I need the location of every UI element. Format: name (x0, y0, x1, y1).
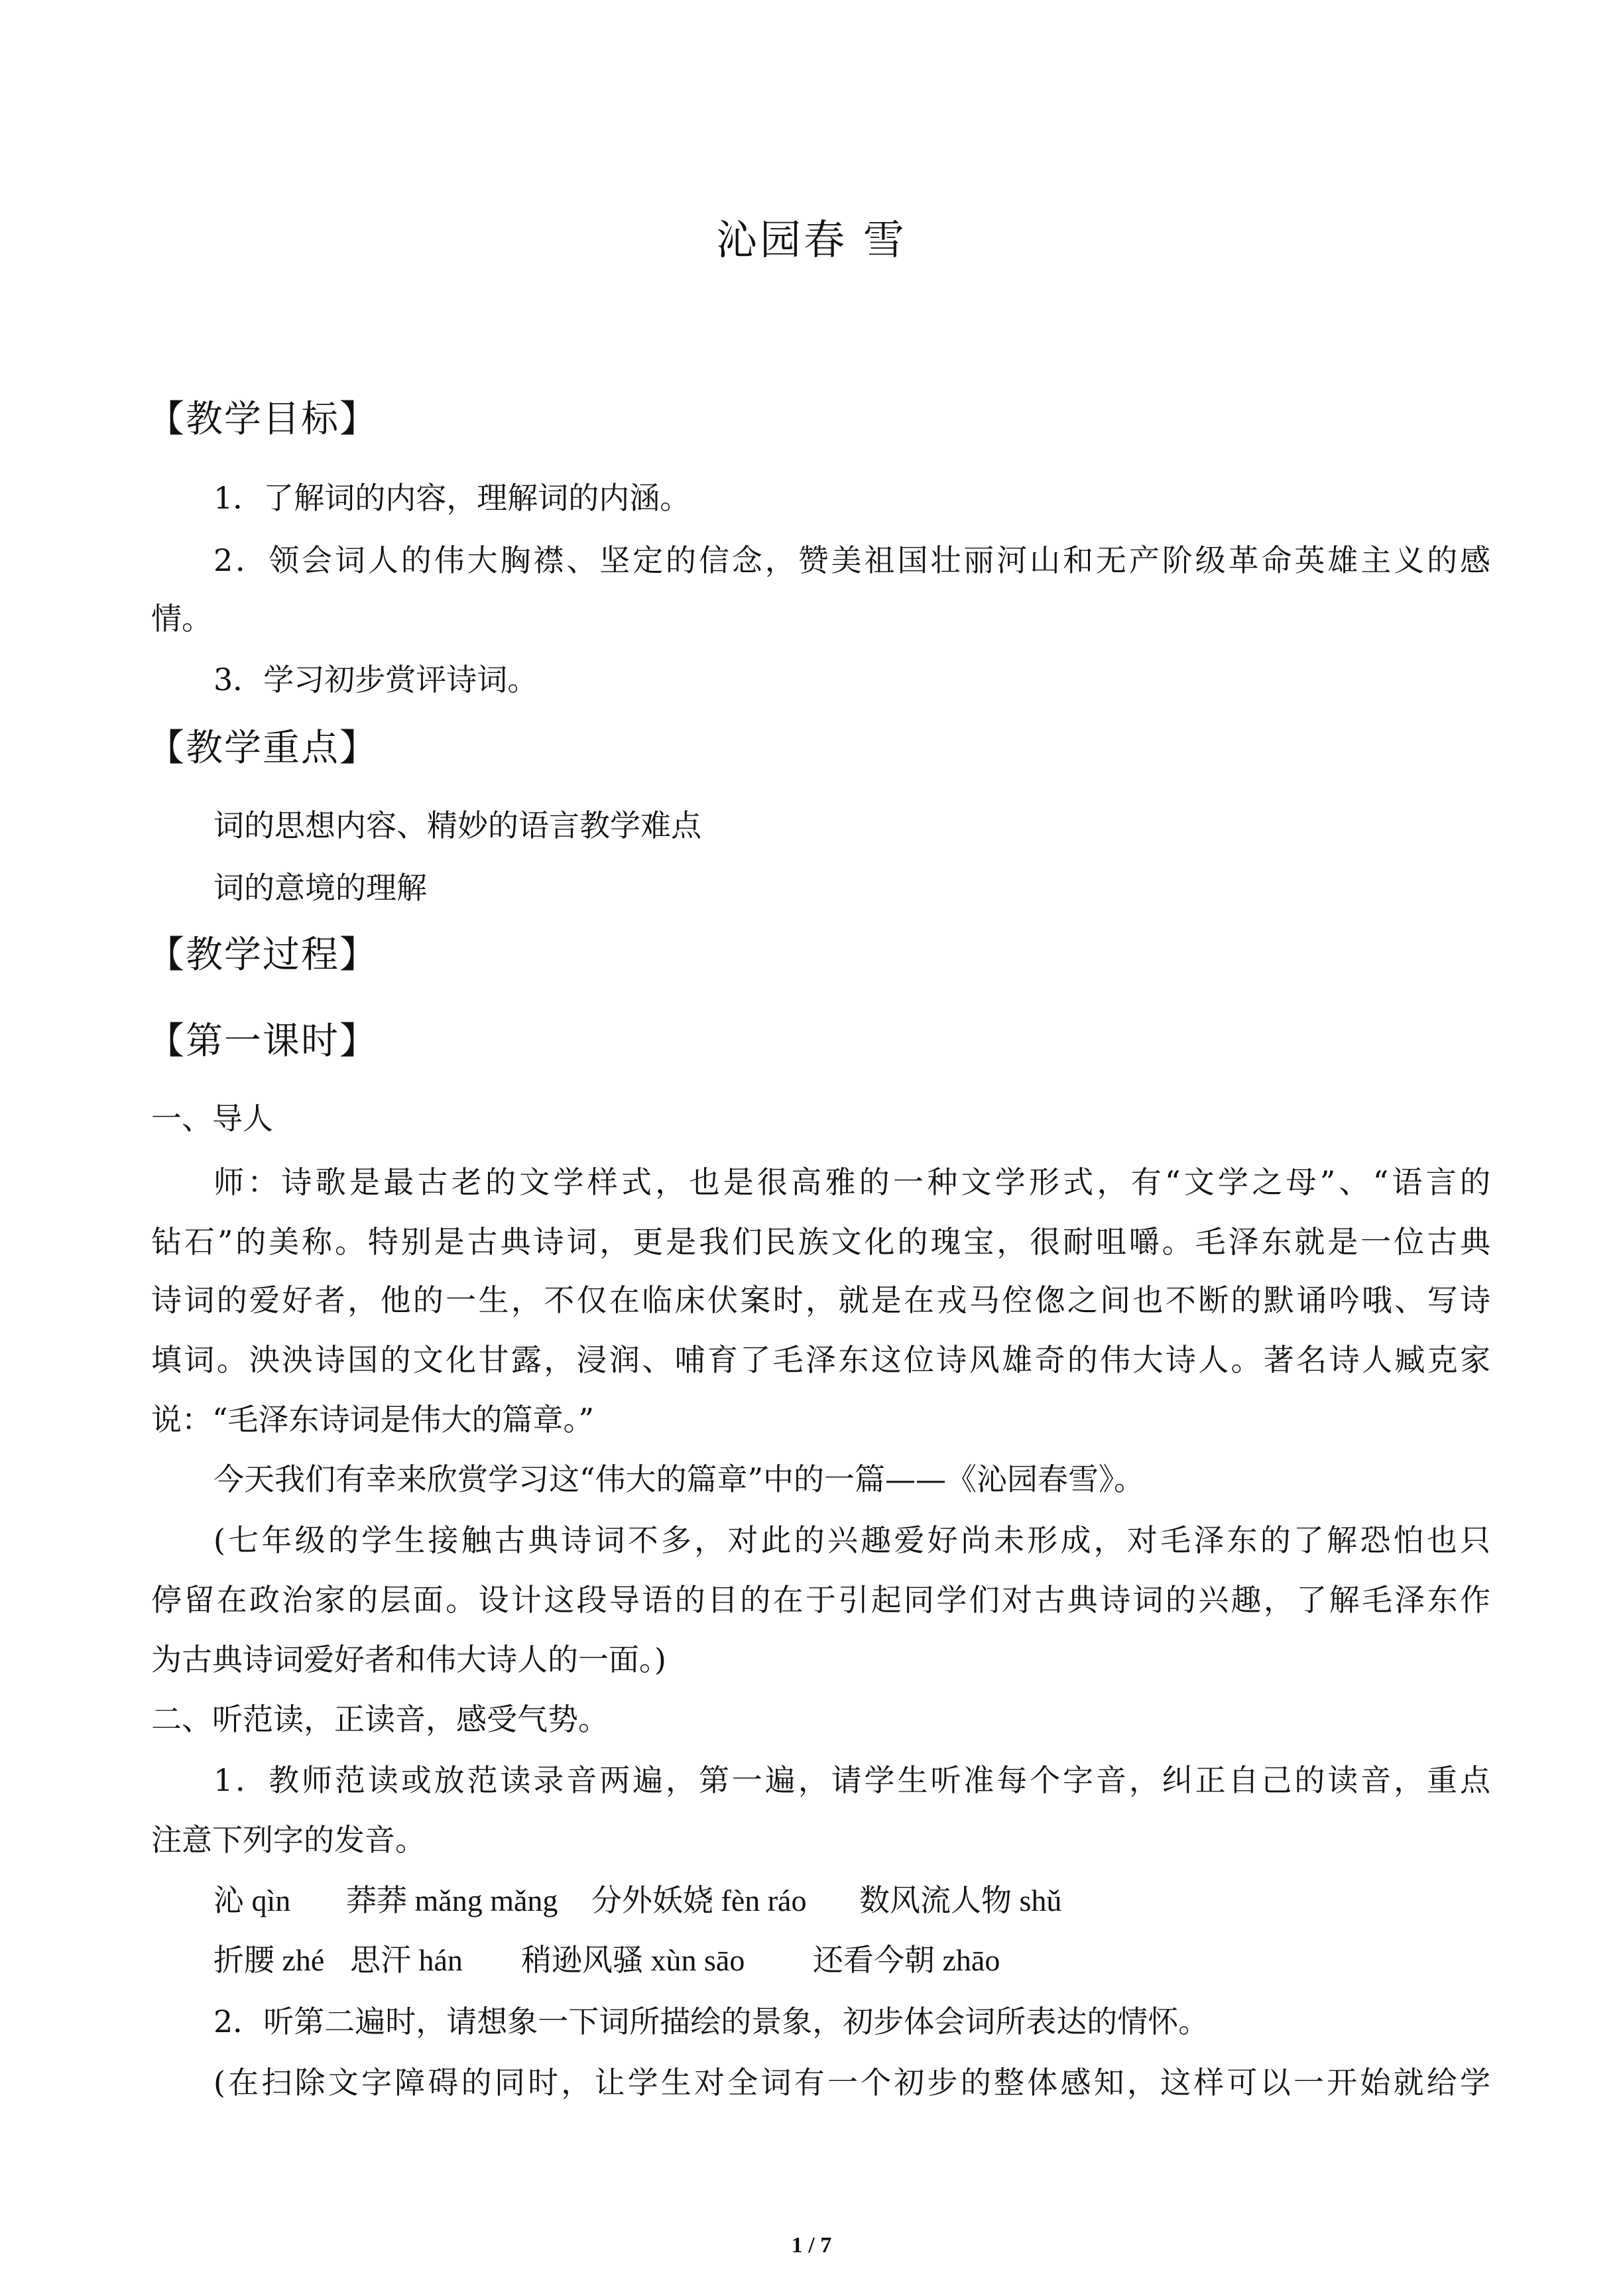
section1-note-line-1: (七年级的学生接触古典诗词不多，对此的兴趣爱好尚未形成，对毛泽东的了解恐怕也只 (213, 1522, 1490, 1558)
goal-line-1: 1．了解词的内容，理解词的内涵。 (213, 480, 691, 516)
section2-item1-line-1: 1．教师范读或放范读录音两遍，第一遍，请学生听准每个字音，纠正自己的读音，重点 (213, 1762, 1490, 1798)
page-title: 沁园春 雪 (716, 215, 907, 264)
heading-keypoints: 【教学重点】 (147, 727, 378, 770)
heading-goals: 【教学目标】 (147, 398, 378, 441)
goal-line-3: 情。 (151, 601, 212, 636)
goal-line-2: 2．领会词人的伟大胸襟、坚定的信念，赞美祖国壮丽河山和无产阶级革命英雄主义的感 (213, 542, 1490, 578)
pinyin-zhe: 折腰 zhé (213, 1943, 325, 1977)
section1-note-line-3: 为古典诗词爱好者和伟大诗人的一面。) (151, 1642, 666, 1677)
pinyin-fenrao: 分外妖娆 fèn ráo (591, 1884, 807, 1917)
section1-para1-line-4: 填词。泱泱诗国的文化甘露，浸润、哺育了毛泽东这位诗风雄奇的伟大诗人。著名诗人臧克家 (151, 1342, 1490, 1378)
section1-note-line-2: 停留在政治家的层面。设计这段导语的目的在于引起同学们对古典诗词的兴趣，了解毛泽东作 (151, 1582, 1490, 1618)
pinyin-zhao: 还看今朝 zhāo (813, 1943, 1000, 1977)
section1-para1-line-5: 说：“毛泽东诗词是伟大的篇章。” (151, 1402, 595, 1437)
section2-note-line-1: (在扫除文字障碍的同时，让学生对全词有一个初步的整体感知，这样可以一开始就给学 (213, 2065, 1490, 2100)
goal-line-4: 3．学习初步赏评诗词。 (213, 662, 538, 697)
pinyin-xunsao: 稍逊风骚 xùn sāo (521, 1943, 745, 1977)
section1-title: 一、导人 (151, 1101, 273, 1136)
pinyin-qin: 沁 qìn (213, 1884, 291, 1917)
section1-para1-line-3: 诗词的爱好者，他的一生，不仅在临床伏案时，就是在戎马倥偬之间也不断的默诵吟哦、写诗 (151, 1282, 1490, 1318)
keypoint-line-1: 词的思想内容、精妙的语言教学难点 (213, 808, 701, 843)
section2-item2: 2．听第二遍时，请想象一下词所描绘的景象，初步体会词所表达的情怀。 (213, 2004, 1209, 2039)
section2-title: 二、听范读，正读音，感受气势。 (151, 1701, 609, 1737)
section1-para1-line-2: 钻石”的美称。特别是古典诗词，更是我们民族文化的瑰宝，很耐咀嚼。毛泽东就是一位古典 (151, 1224, 1490, 1260)
pinyin-shu: 数风流人物 shǔ (859, 1884, 1062, 1917)
section2-item1-line-2: 注意下列字的发音。 (151, 1822, 426, 1858)
heading-lesson1: 【第一课时】 (147, 1020, 378, 1063)
pinyin-mangmang: 莽莽 mǎng mǎng (346, 1884, 558, 1917)
keypoint-line-2: 词的意境的理解 (213, 870, 427, 906)
pinyin-han: 思汗 hán (350, 1943, 463, 1977)
section1-para1-line-1: 师：诗歌是最古老的文学样式，也是很高雅的一种文学形式，有“文学之母”、“语言的 (213, 1164, 1490, 1200)
section1-para2: 今天我们有幸来欣赏学习这“伟大的篇章”中的一篇——《沁园春雪》。 (213, 1461, 1145, 1497)
heading-process: 【教学过程】 (147, 934, 378, 977)
page-number: 1 / 7 (791, 2233, 832, 2258)
